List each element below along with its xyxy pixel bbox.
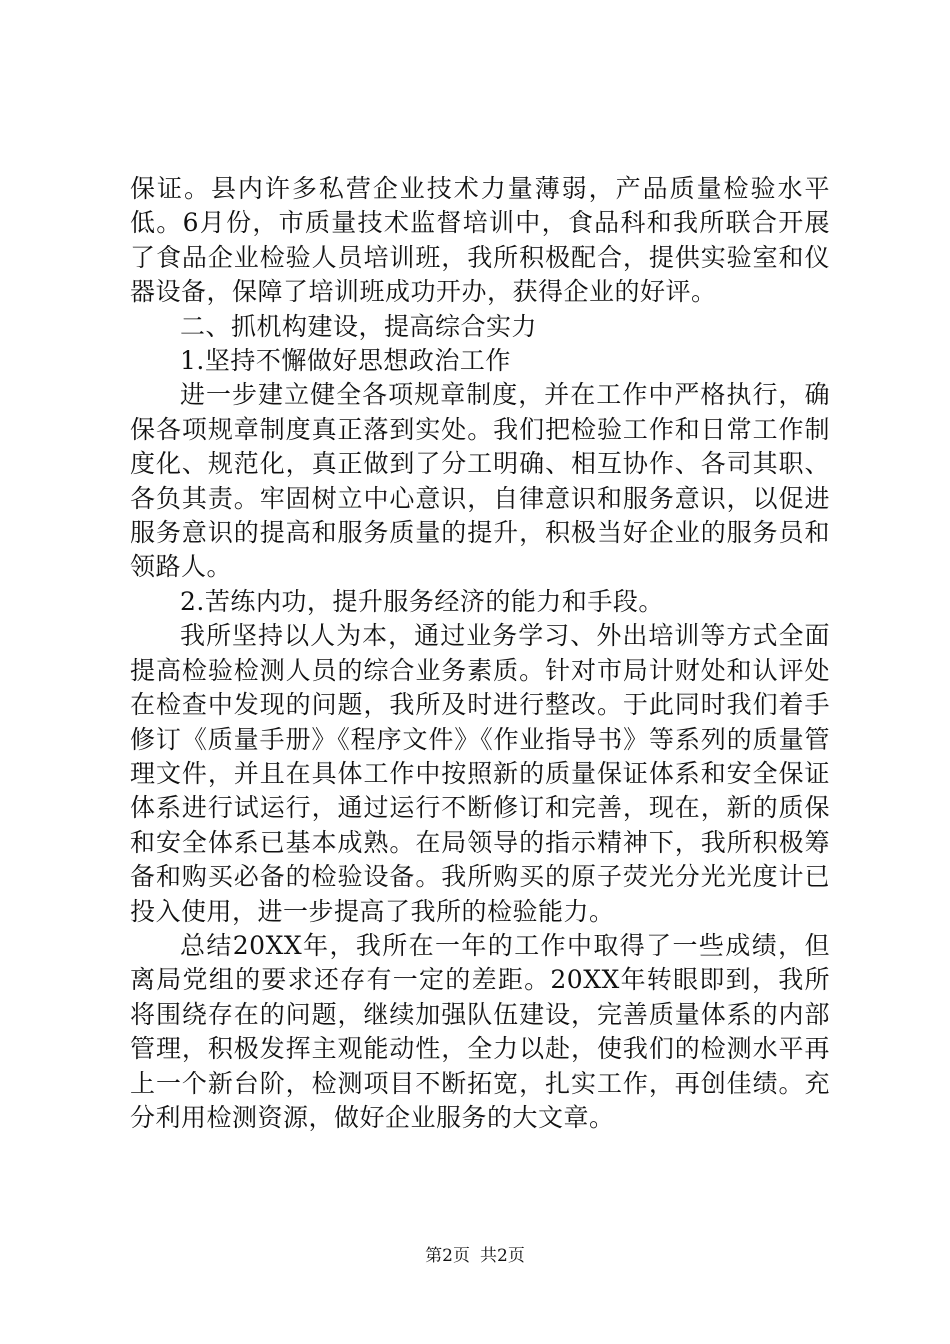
- page-footer: [0, 1245, 950, 1267]
- section-heading-2: 二、抓机构建设，提高综合实力: [180, 311, 538, 341]
- page-number-current: 第2页: [425, 1246, 470, 1266]
- page-number-total: 共2页: [480, 1246, 525, 1266]
- document-body: [130, 172, 830, 1135]
- paragraph-summary: 总结20XX年，我所在一年的工作中取得了一些成绩，但离局党组的要求还存有一定的差距。20XX年转眼即到，我所将围绕存在的问题，继续加强队伍建设，完善质量体系的内部管理，积极发挥主观能动性，全力以赴，使我们的检测水平再上一个新台阶，检测项目不断拓宽，扎实工作，再创佳绩。充分利用检测资源，做好企业服务的大文章。: [130, 930, 830, 1132]
- paragraph-1: 保证。县内许多私营企业技术力量薄弱，产品质量检验水平低。6月份，市质量技术监督培训中，食品科和我所联合开展了食品企业检验人员培训班，我所积极配合，提供实验室和仪器设备，保障了培训班成功开办，获得企业的好评。: [130, 174, 830, 307]
- subheading-2-1: 1.坚持不懈做好思想政治工作: [180, 346, 511, 376]
- paragraph-2-1: 进一步建立健全各项规章制度，并在工作中严格执行，确保各项规章制度真正落到实处。我们把检验工作和日常工作制度化、规范化，真正做到了分工明确、相互协作、各司其职、各负其责。牢固树立中心意识，自律意识和服务意识，以促进服务意识的提高和服务质量的提升，积极当好企业的服务员和领路人。: [130, 380, 830, 582]
- paragraph-2-2: 我所坚持以人为本，通过业务学习、外出培训等方式全面提高检验检测人员的综合业务素质。针对市局计财处和认评处在检查中发现的问题，我所及时进行整改。于此同时我们着手修订《质量手册》《程序文件》《作业指导书》等系列的质量管理文件，并且在具体工作中按照新的质量保证体系和安全保证体系进行试运行，通过运行不断修订和完善，现在，新的质保和安全体系已基本成熟。在局领导的指示精神下，我所积极筹备和购买必备的检验设备。我所购买的原子荧光分光光度计已投入使用，进一步提高了我所的检验能力。: [130, 621, 830, 926]
- subheading-2-2: 2.苦练内功，提升服务经济的能力和手段。: [180, 586, 664, 616]
